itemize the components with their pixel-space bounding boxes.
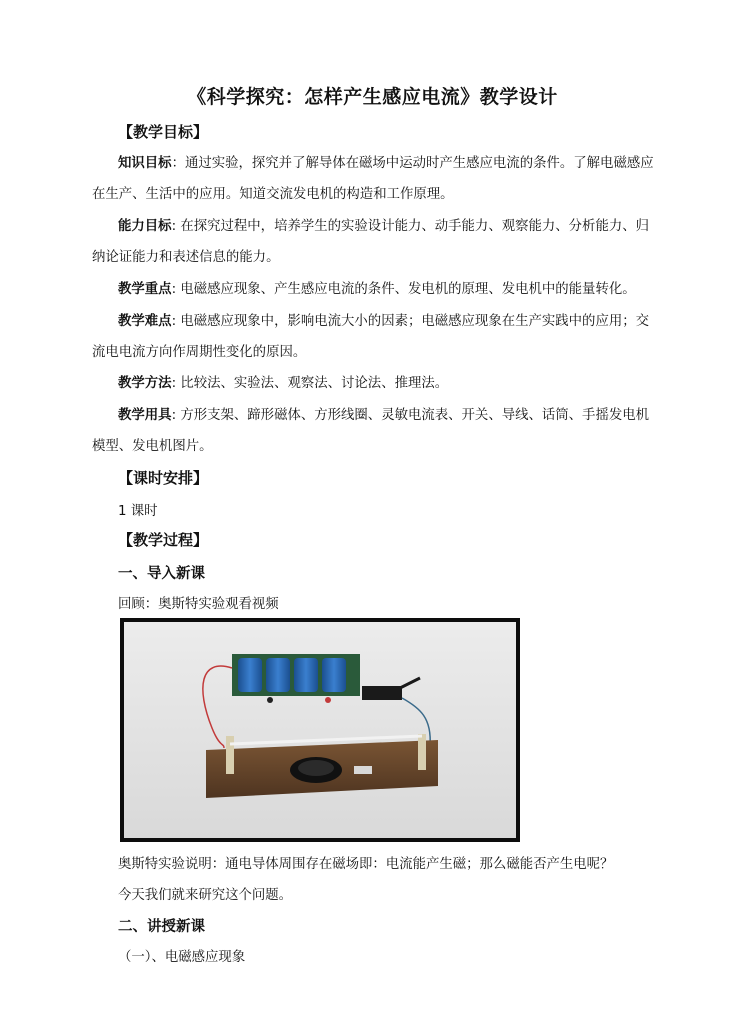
knowledge-objective-paragraph [92,148,658,210]
ability-objective-label: 能力目标 [118,219,172,234]
tools-text: : 方形支架、蹄形磁体、方形线圈、灵敏电流表、开关、导线、话筒、手摇发电机模型、发电机图片。 [92,408,649,454]
methods-text: : 比较法、实验法、观察法、讨论法、推理法。 [171,376,449,391]
methods-label: 教学方法 [118,376,172,391]
tools-label: 教学用具 [118,408,172,423]
terminal [267,697,273,703]
class-hours: 1 课时 [118,504,158,519]
switch [362,686,402,700]
key-points-text: : 电磁感应现象、产生感应电流的条件、发电机的原理、发电机中的能量转化。 [171,282,636,297]
today-line: 今天我们就来研究这个问题。 [118,888,293,903]
difficulties-text: : 电磁感应现象中，影响电流大小的因素；电磁感应现象在生产实践中的应用；交流电电流方向作周期性变化的原因。 [92,314,649,360]
knowledge-objective-label: 知识目标 [118,156,172,171]
battery-cell [294,658,318,692]
key-points-paragraph [92,274,658,305]
knowledge-objective-text: ：通过实验，探究并了解导体在磁场中运动时产生感应电流的条件。了解电磁感应在生产、生活中的应用。知道交流发电机的构造和工作原理。 [92,156,654,202]
subsection-heading: （一）、电磁感应现象 [118,950,246,965]
tools-paragraph [92,400,658,462]
section-heading-objectives: 【教学目标】 [118,123,209,141]
terminal [325,697,331,703]
support-post [226,736,234,774]
key-points-label: 教学重点 [118,282,172,297]
step2-heading: 二、讲授新课 [118,919,205,935]
difficulties-paragraph [92,306,658,368]
battery-cell [322,658,346,692]
section-heading-process: 【教学过程】 [118,531,209,549]
oersted-apparatus-image [120,618,520,842]
ability-objective-text: : 在探究过程中，培养学生的实验设计能力、动手能力、观察能力、分析能力、归纳论证能力和表述信息的能力。 [92,219,649,265]
review-line: 回顾：奥斯特实验观看视频 [118,597,279,612]
methods-paragraph [92,368,658,399]
page-title: 《科学探究：怎样产生感应电流》教学设计 [187,86,558,108]
section-heading-schedule: 【课时安排】 [118,469,209,487]
oersted-conclusion: 奥斯特实验说明：通电导体周围存在磁场即：电流能产生磁；那么磁能否产生电呢？ [118,857,614,872]
ability-objective-paragraph [92,211,658,273]
oersted-video-still [120,618,520,842]
compass-face [298,760,334,776]
battery-cell [266,658,290,692]
step1-heading: 一、导入新课 [118,566,205,582]
difficulties-label: 教学难点 [118,314,172,329]
battery-cell [238,658,262,692]
label-plate [354,766,372,774]
support-post [418,734,426,770]
